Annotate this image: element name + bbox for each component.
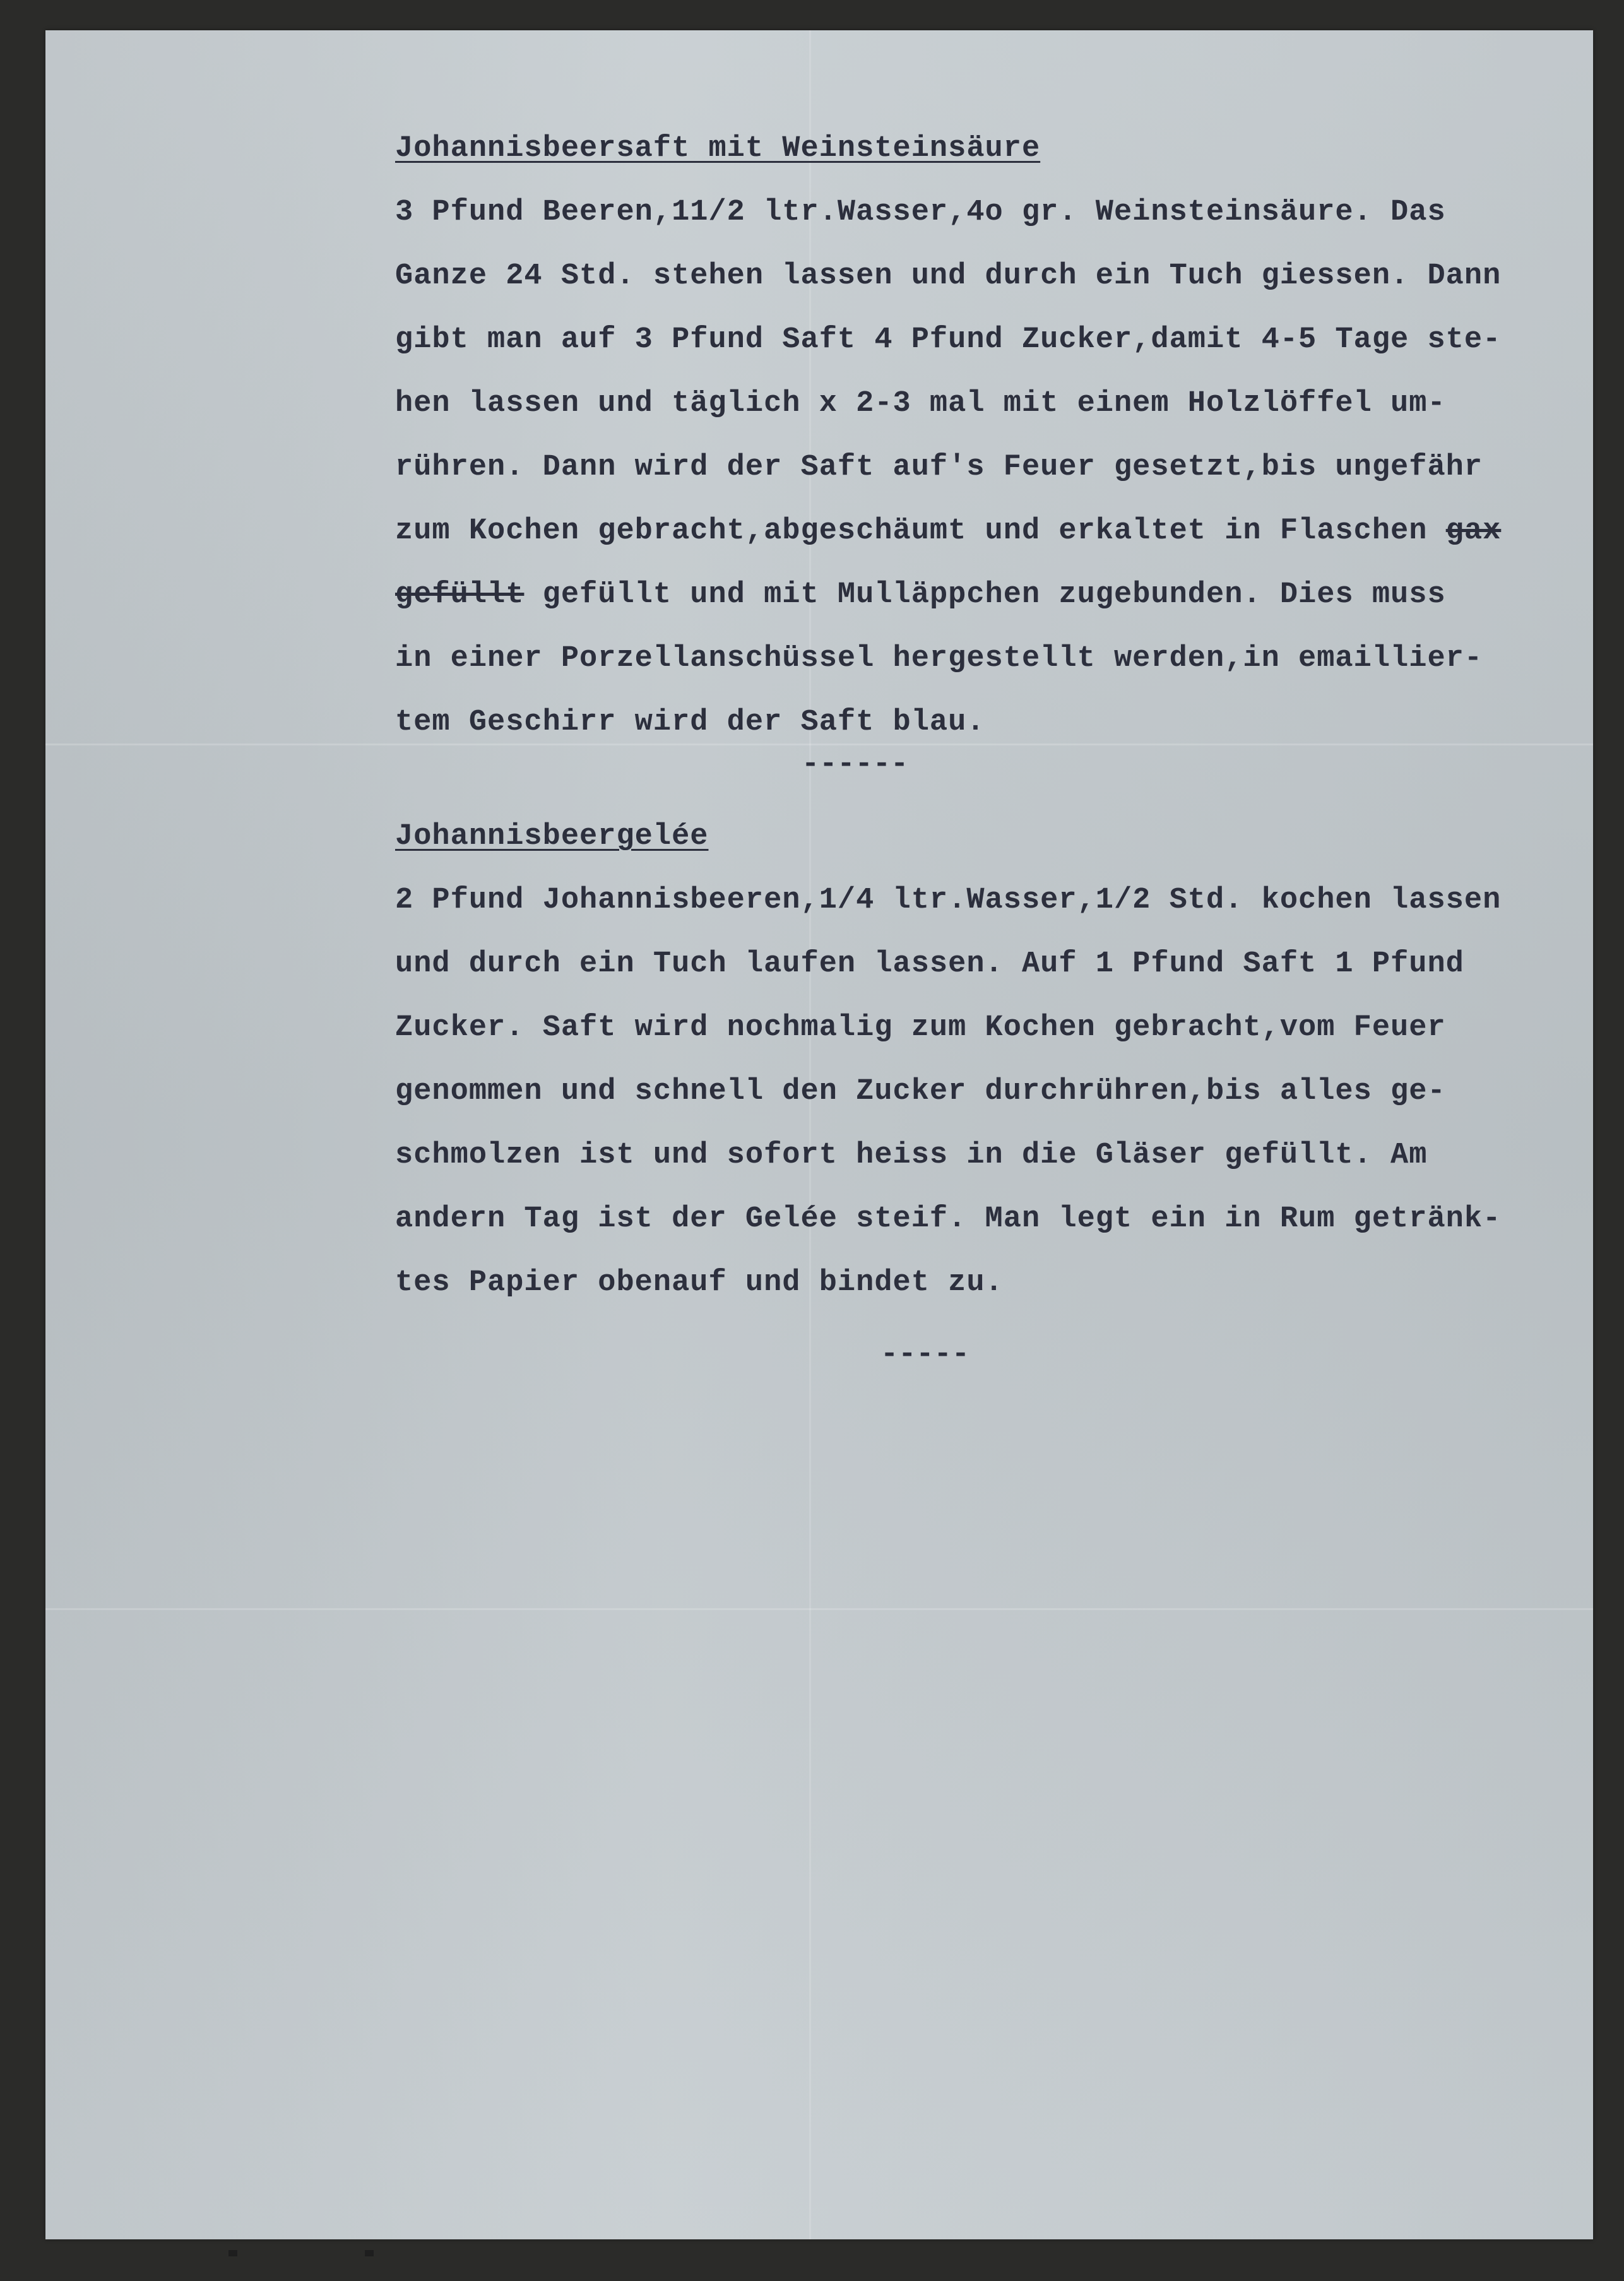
recipe-line: andern Tag ist der Gelée steif. Man legt ein in Rum getränk- xyxy=(395,1202,1502,1236)
recipe-line: Zucker. Saft wird nochmalig zum Kochen gebracht,vom Feuer xyxy=(395,1011,1446,1045)
recipe-line: hen lassen und täglich x 2-3 mal mit einem Holzlöffel um- xyxy=(395,387,1446,420)
recipe-line-with-strike xyxy=(395,563,1556,627)
scan-speck xyxy=(228,2250,237,2256)
recipe-line-with-strike xyxy=(395,499,1556,563)
recipe-line: 3 Pfund Beeren,11/2 ltr.Wasser,4o gr. Weinsteinsäure. Das xyxy=(395,196,1446,229)
recipe-line-text: gefüllt und mit Mulläppchen zugebunden. Dies muss xyxy=(524,578,1446,612)
recipe-line: rühren. Dann wird der Saft auf's Feuer gesetzt,bis ungefähr xyxy=(395,451,1483,484)
recipe-title: Johannisbeersaft mit Weinsteinsäure xyxy=(395,132,1041,165)
recipe-johannisbeergelee xyxy=(395,805,1556,1315)
recipe-line: gibt man auf 3 Pfund Saft 4 Pfund Zucker,damit 4-5 Tage ste- xyxy=(395,323,1502,357)
recipe-line: in einer Porzellanschüssel hergestellt werden,in emaillier- xyxy=(395,642,1483,675)
recipe-title: Johannisbeergelée xyxy=(395,820,709,853)
recipe-line: genommen und schnell den Zucker durchrühren,bis alles ge- xyxy=(395,1075,1446,1108)
recipe-line: schmolzen ist und sofort heiss in die Gläser gefüllt. Am xyxy=(395,1139,1428,1172)
recipe-line: und durch ein Tuch laufen lassen. Auf 1 Pfund Saft 1 Pfund xyxy=(395,947,1464,981)
fold-line-horizontal-lower xyxy=(45,1608,1593,1610)
recipe-line: tes Papier obenauf und bindet zu. xyxy=(395,1266,1004,1300)
recipe-line: Ganze 24 Std. stehen lassen und durch ein Tuch giessen. Dann xyxy=(395,259,1502,293)
recipe-line-text: zum Kochen gebracht,abgeschäumt und erkaltet in Flaschen xyxy=(395,514,1428,548)
recipe-johannisbeersaft xyxy=(395,117,1556,754)
struck-text: gax xyxy=(1445,514,1502,548)
scan-speck xyxy=(365,2250,374,2256)
section-separator: ------ xyxy=(802,748,909,781)
recipe-line: tem Geschirr wird der Saft blau. xyxy=(395,706,985,739)
recipe-line: 2 Pfund Johannisbeeren,1/4 ltr.Wasser,1/2 Std. kochen lassen xyxy=(395,884,1502,917)
struck-text: gefüllt xyxy=(395,578,525,612)
section-separator: ----- xyxy=(880,1338,970,1372)
